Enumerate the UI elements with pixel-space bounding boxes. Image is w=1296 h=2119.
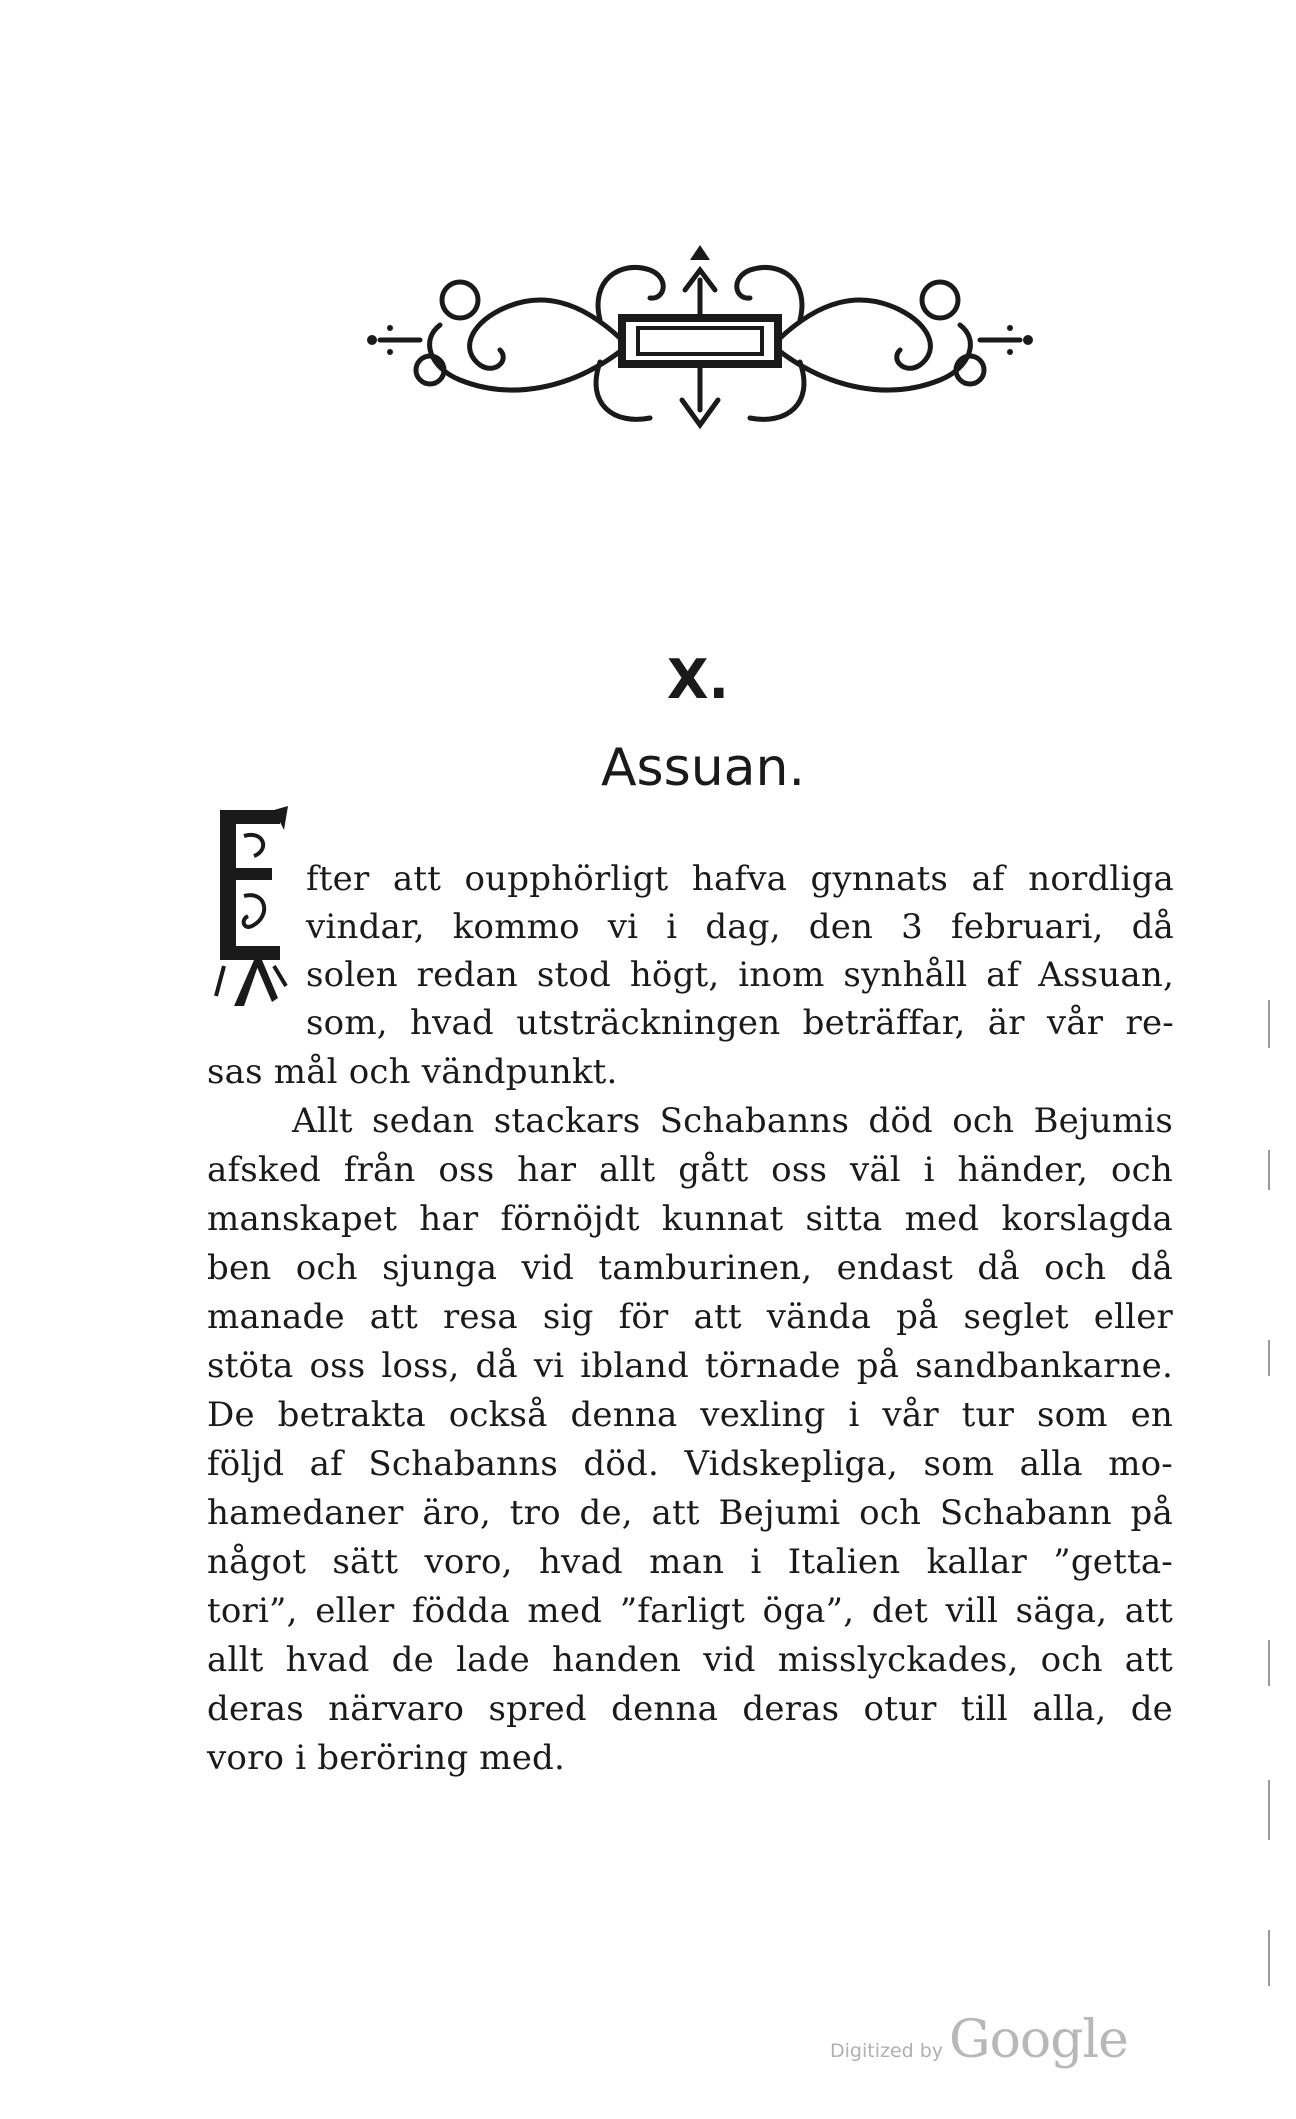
watermark-prefix: Digitized by [830,2040,944,2062]
text-line: manskapet har förnöjdt kunnat sitta med korslagda [207,1199,1173,1239]
text-line: tori”, eller födda med ”farligt öga”, det vill säga, att [207,1591,1173,1631]
text-line: Allt sedan stackars Schabanns död och Bejumis [292,1101,1173,1141]
scan-edge-mark [1268,1000,1270,1048]
text-line: sas mål och vändpunkt. [207,1052,618,1092]
scan-edge-mark [1268,1150,1270,1190]
text-line: deras närvaro spred denna deras otur till alla, de [207,1689,1173,1729]
text-line: stöta oss loss, då vi ibland törnade på sandbankarne. [207,1346,1173,1386]
text-line: vindar, kommo vi i dag, den 3 februari, då [306,907,1174,947]
text-line: solen redan stod högt, inom synhåll af Assuan, [306,955,1174,995]
drop-cap-ornament [214,806,294,1016]
text-line: voro i beröring med. [207,1738,566,1778]
scan-edge-mark [1268,1930,1270,1986]
text-line: något sätt voro, hvad man i Italien kallar ”getta- [207,1542,1173,1582]
ornament-headpiece [360,240,1040,440]
text-line: hamedaner äro, tro de, att Bejumi och Schabann på [207,1493,1173,1533]
google-logo: Google [949,2010,1128,2070]
scan-edge-mark [1268,1340,1270,1376]
chapter-number: X. [666,648,730,711]
text-line: manade att resa sig för att vända på seglet eller [207,1297,1173,1337]
text-line: De betrakta också denna vexling i vår tur som en [207,1395,1173,1435]
text-line: ben och sjunga vid tamburinen, endast då och då [207,1248,1173,1288]
scan-edge-mark [1268,1780,1270,1840]
text-line: fter att oupphörligt hafva gynnats af nordliga [306,859,1174,899]
text-line: följd af Schabanns död. Vidskepliga, som alla mo- [207,1444,1173,1484]
text-line: allt hvad de lade handen vid misslyckades, och att [207,1640,1173,1680]
text-line: afsked från oss har allt gått oss väl i händer, och [207,1150,1173,1190]
chapter-title: Assuan. [600,738,806,798]
text-line: som, hvad utsträckningen beträffar, är vår re- [306,1003,1174,1043]
digitized-watermark [830,2010,1128,2080]
scan-edge-mark [1268,1640,1270,1686]
